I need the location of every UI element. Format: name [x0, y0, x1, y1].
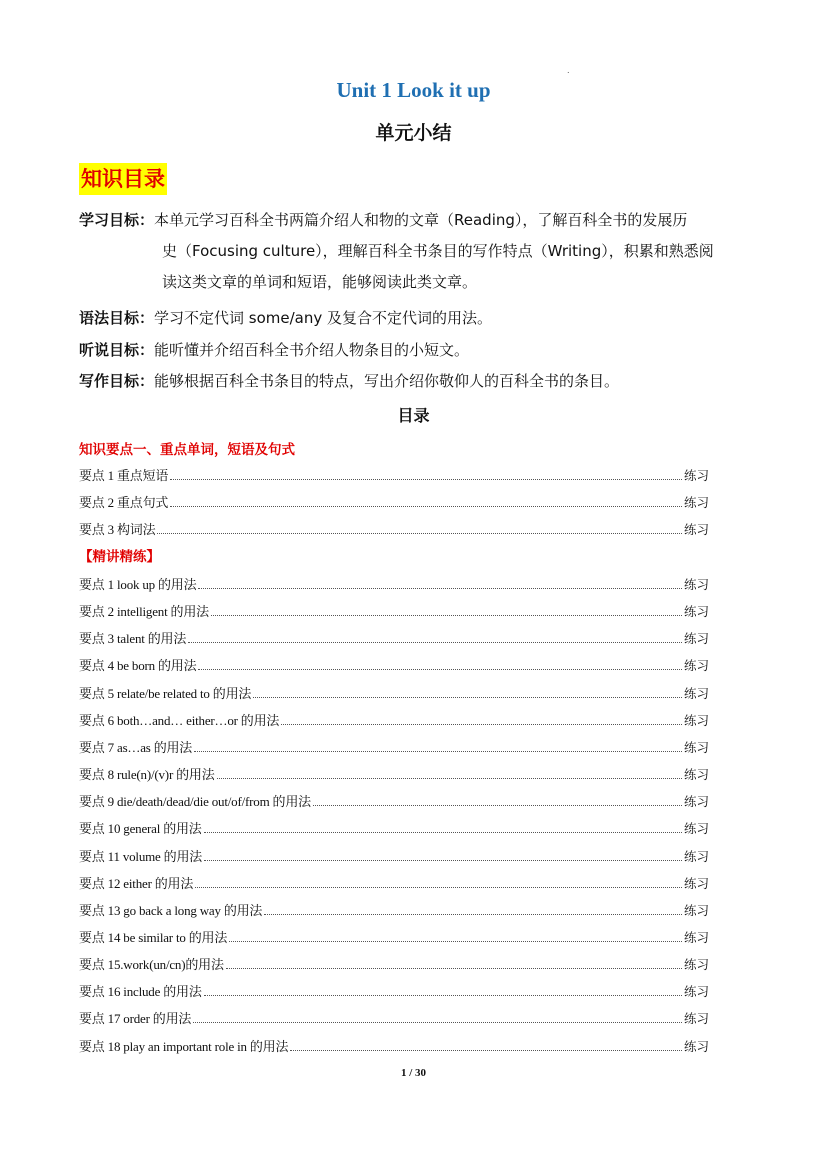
toc-leader-dots: [211, 615, 682, 616]
toc-leader-dots: [198, 669, 682, 670]
toc-leader-dots: [217, 778, 682, 779]
toc-entry-page: 练习: [683, 902, 709, 918]
page-indicator: 1 / 30: [400, 1067, 427, 1079]
toc-entry-label: 要点 6 both…and… either…or 的用法: [79, 712, 280, 728]
toc-entry[interactable]: [79, 1035, 709, 1055]
toc-entry-page: 练习: [683, 1011, 709, 1027]
learning-goal: [79, 205, 749, 298]
goal-text: 本单元学习百科全书两篇介绍人和物的文章（Reading），了解百科全书的发展历: [154, 211, 688, 229]
toc-leader-dots: [170, 506, 682, 507]
toc-entry[interactable]: [79, 491, 709, 511]
toc-entry-label: 要点 2 重点句式: [79, 495, 169, 510]
goal-label: 学习目标：: [79, 211, 155, 229]
toc-entry-label: 要点 1 look up 的用法: [79, 577, 197, 592]
toc-leader-dots: [193, 1022, 682, 1023]
toc-entry-page: 练习: [683, 468, 709, 483]
toc-title: 目录: [397, 406, 430, 425]
toc-leader-dots: [204, 995, 682, 996]
toc-entry-label: 要点 1 重点短语: [79, 468, 169, 483]
toc-entry-label: 要点 11 volume 的用法: [79, 848, 203, 864]
toc-entry-label: 要点 3 talent 的用法: [79, 631, 187, 647]
toc-entry-page: 练习: [683, 712, 709, 728]
toc-entry[interactable]: [79, 736, 709, 756]
toc-entry-label: 要点 12 either 的用法: [79, 875, 194, 891]
toc-entry[interactable]: [79, 573, 709, 593]
toc-entry[interactable]: [79, 600, 709, 620]
toc-entry[interactable]: [79, 872, 709, 892]
toc-leader-dots: [229, 941, 682, 942]
writing-goal: [79, 366, 749, 397]
toc-entry-page: 练习: [683, 739, 709, 755]
toc-entry-page: 练习: [683, 984, 709, 1000]
goal-label: 写作目标：: [79, 372, 155, 390]
toc-entry[interactable]: [79, 790, 709, 810]
toc-entry-label: 要点 9 die/death/dead/die out/of/from 的用法: [79, 794, 311, 810]
toc-leader-dots: [198, 588, 682, 589]
toc-leader-dots: [170, 479, 682, 480]
toc-leader-dots: [195, 887, 682, 888]
toc-leader-dots: [194, 751, 682, 752]
toc-entry[interactable]: [79, 518, 709, 538]
unit-subtitle: 单元小结: [375, 122, 452, 144]
toc-part1-heading: 知识要点一、重点单词，短语及句式: [79, 442, 295, 458]
toc-entry-page: 练习: [683, 604, 709, 620]
section-heading: 知识目录: [79, 163, 167, 195]
toc-entry-label: 要点 10 general 的用法: [79, 821, 202, 837]
toc-entry[interactable]: [79, 682, 709, 702]
toc-entry-label: 要点 13 go back a long way 的用法: [79, 902, 263, 918]
toc-entry-page: 练习: [683, 658, 709, 674]
toc-entry-label: 要点 7 as…as 的用法: [79, 739, 193, 755]
toc-entry[interactable]: [79, 845, 709, 865]
toc-entry-page: 练习: [683, 767, 709, 783]
toc-entry-page: 练习: [683, 875, 709, 891]
toc-entry[interactable]: [79, 709, 709, 729]
toc-entry[interactable]: [79, 953, 709, 973]
toc-entry-page: 练习: [683, 848, 709, 864]
goal-text-cont: 史（Focusing culture），理解百科全书条目的写作特点（Writing），积累和熟悉阅: [162, 242, 714, 260]
toc-leader-dots: [264, 914, 682, 915]
toc-entry[interactable]: [79, 817, 709, 837]
unit-title: Unit 1 Look it up: [336, 78, 491, 102]
toc-entry-label: 要点 18 play an important role in 的用法: [79, 1038, 289, 1054]
toc-entry-page: 练习: [683, 577, 709, 592]
toc-entry-page: 练习: [683, 631, 709, 647]
toc-leader-dots: [204, 860, 682, 861]
toc-entry-page: 练习: [683, 794, 709, 810]
toc-entry-page: 练习: [683, 522, 709, 537]
goal-text: 能够根据百科全书条目的特点，写出介绍你敬仰人的百科全书的条目。: [154, 372, 620, 390]
toc-entry-label: 要点 5 relate/be related to 的用法: [79, 685, 252, 701]
toc-entry-page: 练习: [683, 821, 709, 837]
toc-entry-label: 要点 15.work(un/cn)的用法: [79, 957, 224, 973]
toc-entry-label: 要点 3 构词法: [79, 522, 156, 537]
toc-leader-dots: [290, 1050, 682, 1051]
toc-entry[interactable]: [79, 763, 709, 783]
toc-entry[interactable]: [79, 627, 709, 647]
toc-entry-label: 要点 14 be similar to 的用法: [79, 929, 228, 945]
toc-entry[interactable]: [79, 1007, 709, 1027]
goal-label: 听说目标：: [79, 341, 155, 359]
listening-goal: [79, 335, 749, 366]
toc-entry-page: 练习: [683, 685, 709, 701]
toc-entry-label: 要点 16 include 的用法: [79, 984, 202, 1000]
goal-text: 学习不定代词 some/any 及复合不定代词的用法。: [154, 309, 493, 327]
toc-entry[interactable]: [79, 654, 709, 674]
toc-entry-label: 要点 2 intelligent 的用法: [79, 604, 209, 620]
toc-entry[interactable]: [79, 926, 709, 946]
toc-leader-dots: [204, 832, 682, 833]
toc-entry-page: 练习: [683, 929, 709, 945]
toc-entry-label: 要点 4 be born 的用法: [79, 658, 197, 674]
toc-entry-page: 练习: [683, 957, 709, 973]
header-dot: .: [567, 66, 570, 75]
toc-leader-dots: [313, 805, 682, 806]
toc-entry-page: 练习: [683, 495, 709, 510]
toc-entry[interactable]: [79, 899, 709, 919]
toc-leader-dots: [226, 968, 682, 969]
toc-entry-page: 练习: [683, 1038, 709, 1054]
toc-entry-label: 要点 8 rule(n)/(v)r 的用法: [79, 767, 215, 783]
toc-part2-heading: 【精讲精练】: [79, 549, 160, 565]
toc-entry[interactable]: [79, 464, 709, 484]
toc-leader-dots: [188, 642, 682, 643]
goal-text-cont: 读这类文章的单词和短语，能够阅读此类文章。: [162, 273, 478, 291]
toc-entry-label: 要点 17 order 的用法: [79, 1011, 192, 1027]
toc-leader-dots: [281, 724, 682, 725]
goal-label: 语法目标：: [79, 309, 155, 327]
toc-entry[interactable]: [79, 980, 709, 1000]
goal-text: 能听懂并介绍百科全书介绍人物条目的小短文。: [154, 341, 470, 359]
toc-leader-dots: [253, 697, 682, 698]
grammar-goal: [79, 303, 749, 334]
toc-leader-dots: [157, 533, 682, 534]
